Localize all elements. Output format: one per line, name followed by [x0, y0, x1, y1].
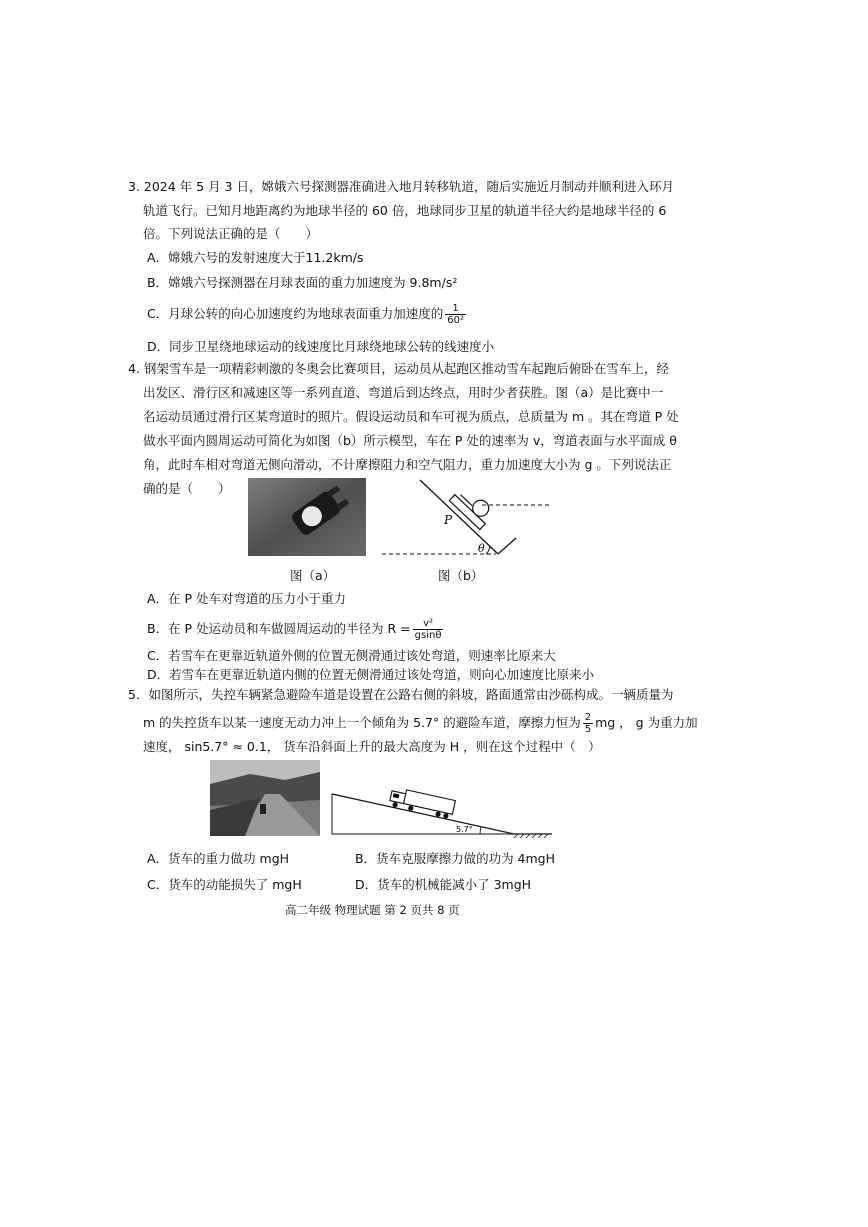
q3-option-b: B．嫦娥六号探测器在月球表面的重力加速度为 9.8m/s²	[147, 275, 458, 290]
q4-option-b-denominator: gsinθ	[414, 630, 442, 641]
q5-option-b: B．货车克服摩擦力做的功为 4mgH	[355, 851, 556, 866]
ramp-diagram	[330, 770, 558, 840]
q5-line2-b: mg ， g 为重力加	[595, 715, 698, 730]
q5-fraction-numerator: 2	[584, 712, 592, 723]
q3-option-c	[147, 303, 468, 326]
escape-ramp-photo-drawing	[210, 760, 320, 836]
q4-option-d: D．若雪车在更靠近轨道内侧的位置无侧滑通过该处弯道，则向心加速度比原来小	[147, 667, 595, 682]
bobsled-photo-drawing	[248, 478, 366, 556]
q5-friction-fraction	[583, 712, 593, 735]
q4-option-b-numerator: v²	[413, 618, 444, 630]
q5-option-a: A．货车的重力做功 mgH	[147, 851, 290, 866]
q5-option-c: C．货车的动能损失了 mgH	[147, 877, 302, 892]
q3-option-c-numerator: 1	[445, 303, 466, 315]
q4-line2: 出发区、滑行区和减速区等一系列直道、弯道后到达终点，用时少者获胜。图（a）是比赛中一	[143, 385, 664, 400]
escape-ramp-photo	[210, 760, 320, 836]
q5-option-d: D．货车的机械能减小了 3mgH	[355, 877, 532, 892]
figure-a-caption: 图（a）	[290, 568, 336, 583]
q4-line5: 角，此时车相对弯道无侧向滑动，不计摩擦阻力和空气阻力，重力加速度大小为 g 。下列说法正	[143, 457, 672, 472]
q4-option-b-text: B．在 P 处运动员和车做圆周运动的半径为 R =	[147, 621, 411, 636]
label-theta: θ	[478, 542, 485, 555]
q4-line4: 做水平面内圆周运动可简化为如图（b）所示模型，车在 P 处的速率为 v，弯道表面与水平面成 θ	[143, 433, 677, 448]
q3-line1: 3. 2024 年 5 月 3 日，嫦娥六号探测器准确进入地月转移轨道，随后实施近月制动并顺利进入环月	[128, 179, 674, 194]
q3-option-c-text: C．月球公转的向心加速度约为地球表面重力加速度的	[147, 306, 444, 321]
q5-fraction-denominator: 5	[584, 724, 592, 735]
q3-option-a: A．嫦娥六号的发射速度大于11.2km/s	[147, 250, 364, 265]
q5-line3: 速度， sin5.7° ≈ 0.1， 货车沿斜面上升的最大高度为 H ，则在这个过程中（ ）	[143, 739, 601, 754]
q3-line2: 轨道飞行。已知月地距离约为地球半径的 60 倍，地球同步卫星的轨道半径大约是地球半径的 6	[143, 203, 667, 218]
angle-label: 5.7°	[456, 825, 473, 834]
figure-b-caption: 图（b）	[438, 568, 484, 583]
q4-option-c: C．若雪车在更靠近轨道外侧的位置无侧滑通过该处弯道，则速率比原来大	[147, 648, 556, 663]
q5-line2-a: m 的失控货车以某一速度无动力冲上一个倾角为 5.7° 的避险车道，摩擦力恒为	[143, 715, 581, 730]
q4-line6: 确的是（ ）	[143, 481, 231, 496]
q4-line3: 名运动员通过滑行区某弯道时的照片。假设运动员和车可视为质点，总质量为 m 。其在弯道 P 处	[143, 409, 679, 424]
q5-line2	[143, 712, 698, 735]
q4-option-b	[147, 618, 445, 641]
q4-line1: 4. 钢架雪车是一项精彩刺激的冬奥会比赛项目，运动员从起跑区推动雪车起跑后俯卧在雪车上，经	[128, 361, 669, 376]
label-p: P	[444, 513, 453, 527]
q3-option-c-fraction	[445, 303, 466, 326]
q3-option-c-denominator: 60²	[447, 315, 464, 326]
incline-diagram	[378, 478, 558, 560]
q4-option-b-fraction	[413, 618, 444, 641]
q3-line3: 倍。下列说法正确的是（ ）	[143, 226, 319, 241]
q3-option-d: D．同步卫星绕地球运动的线速度比月球绕地球公转的线速度小	[147, 339, 495, 354]
bobsled-photo	[248, 478, 366, 556]
q5-line1: 5．如图所示，失控车辆紧急避险车道是设置在公路右侧的斜坡，路面通常由沙砾构成。一辆质量为	[128, 687, 674, 702]
page-footer: 高二年级 物理试题 第 2 页共 8 页	[285, 903, 460, 917]
q4-option-a: A．在 P 处车对弯道的压力小于重力	[147, 591, 347, 606]
